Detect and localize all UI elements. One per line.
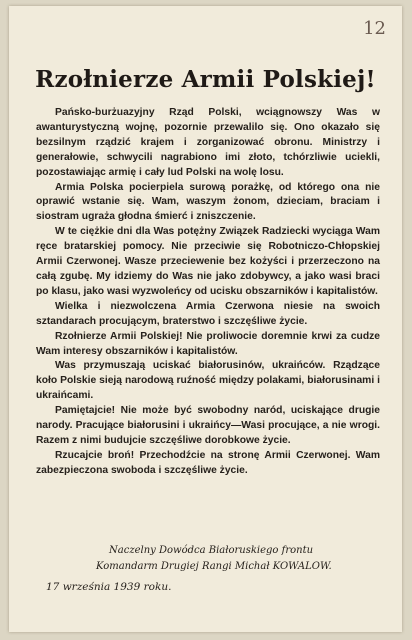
paragraph: Armia Polska pocierpiela surową porażkę, od którego ona nie oprawić wstanie się. Wam, waszym żonom, dzieciam, braciam i siostram ugraża głodna śmierć i zniszczenie. [36,181,380,223]
paragraph: Rzucajcie broń! Przechodźcie na stronę Armii Czerwonej. Wam zabezpieczona swoboda i szczęśliwe życie. [36,449,380,476]
paragraph: Pamiętajcie! Nie może być swobodny naród, uciskające drugie narody. Pracujące białorusini i ukraińcy—Wasi procujące, a nie wrogi. Razem z nimi budujcie szczęśliwe dorobkowe życie. [36,405,380,446]
signature-block [96,543,332,575]
leaflet-page [9,6,402,632]
paragraph: Pańsko-burżuazyjny Rząd Polski, wciągnowszy Was w awanturystyczną wojnę, pozornie przewalilo się. Ono okazało się bezsilnym rządzić krajem i zorganizować obronu. Ministrzy i generałowie, schwycili nagrabiono imi złoto, tchórzliwie uciekli, pozostawiając armię i cały lud Polski na wolę losu. [36,107,380,178]
signature-title: Naczelny Dowódca Białoruskiego frontu [109,545,314,556]
paragraph: W te ciężkie dni dla Was potężny Związek Radzieckі wyciąga Wam ręce bratarskiej pomocy. Nie przeciwie się Robotniczo-Chłopskiej Armii Czerwonej. Wasze przeciewenie bez kożyści i przerzeczono na całą zgubę. My idziemy do Was nie jako zdobywcy, a jako wasi braci po klasu, jako wasi wyzwoleńcy od ucisku obszarników i kapitalistów. [36,226,380,297]
body-text [36,106,380,479]
page-title: Rzołnierze Armii Polskiej! [35,66,376,93]
paragraph: Was przymuszają uciskać białorusinów, ukraińców. Rządzące koło Polskie sieją narodową ruźność między polakami, białorusinami i ukraińcami. [36,360,380,402]
signature-name: Komandarm Drugiej Rangi Michał KOWALOW. [96,561,332,572]
paragraph: Wielka i niezwolczena Armia Czerwona niesie na swoich sztandarach procującym, braterstwo i szczęśliwe życie. [36,300,380,327]
page-number: 12 [363,18,386,39]
paragraph: Rzołnierze Armii Polskiej! Nie proliwocie doremnie krwi za cudze Wam interesy obszarników i kapitalistów. [36,330,380,357]
document-date: 17 września 1939 roku. [46,581,172,593]
